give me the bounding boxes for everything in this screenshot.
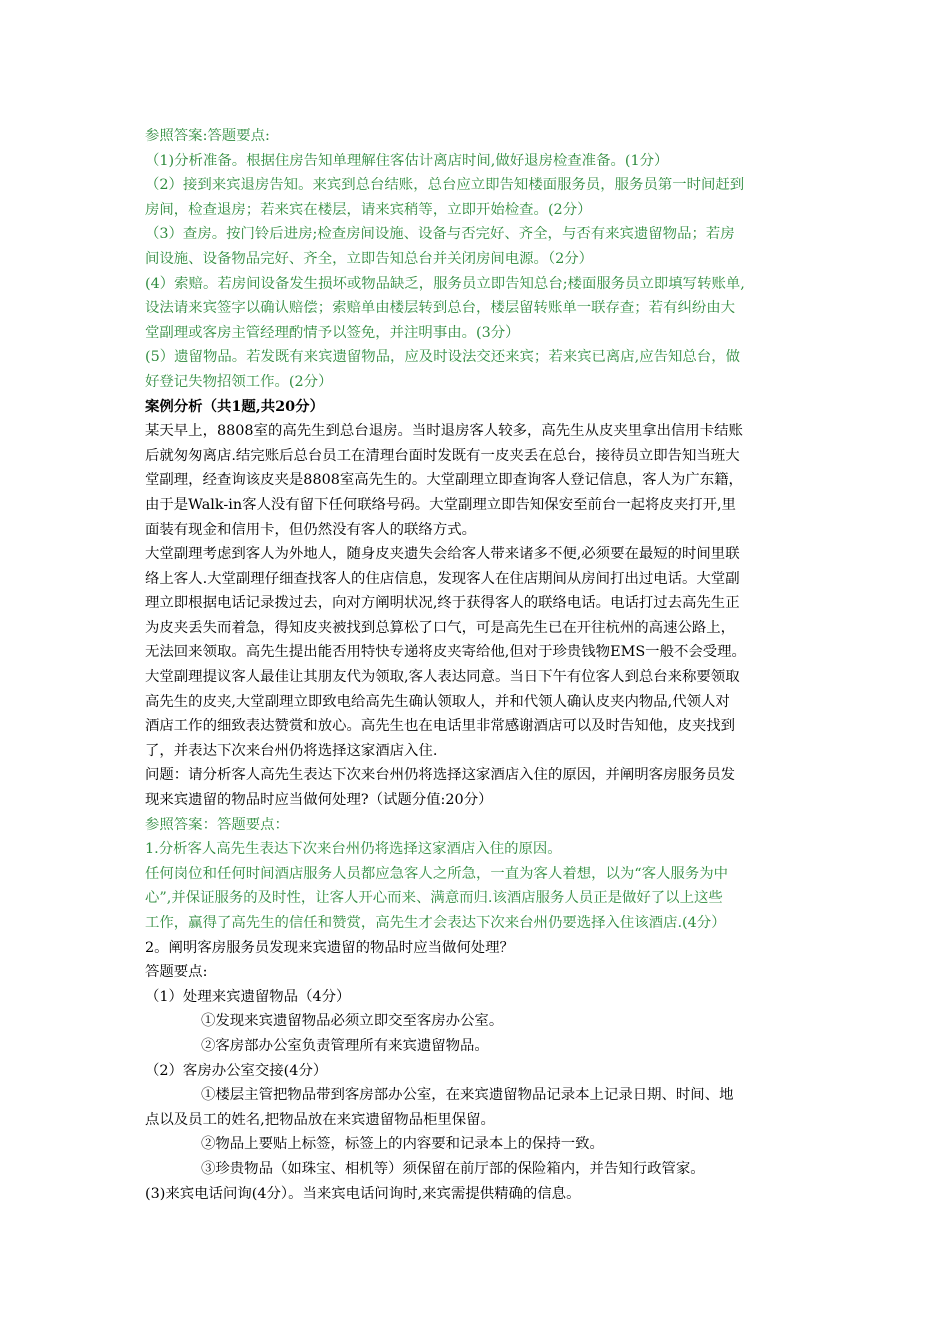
text-line: （2）客房办公室交接(4分） (145, 1062, 328, 1079)
section-heading: 案例分析（共1题,共20分） (145, 397, 324, 415)
text-line: 工作，赢得了高先生的信任和赞赏，高先生才会表达下次来台州仍要选择入住该酒店.(4分） (145, 915, 726, 931)
text-line: 1.分析客人高先生表达下次来台州仍将选择这家酒店入住的原因。 (145, 841, 562, 858)
text-line: 面装有现金和信用卡，但仍然没有客人的联络方式。 (145, 521, 476, 538)
text-line: （3）查房。按门铃后进房;检查房间设施、设备与否完好、齐全，与否有来宾遗留物品；若房 (145, 226, 735, 243)
text-line: （2）接到来宾退房告知。来宾到总台结账，总台应立即告知楼面服务员，服务员第一时间赶到 (145, 177, 745, 194)
text-line: 了，并表达下次来台州仍将选择这家酒店入住. (145, 742, 438, 759)
text-line: 络上客人.大堂副理仔细查找客人的住店信息，发现客人在住店期间从房间打出过电话。大堂副 (145, 570, 740, 587)
text-line: 高先生的皮夹,大堂副理立即致电给高先生确认领取人，并和代领人确认皮夹内物品,代领人对 (145, 693, 730, 710)
text-line: 为皮夹丢失而着急，得知皮夹被找到总算松了口气，可是高先生已在开往杭州的高速公路上， (145, 619, 736, 636)
text-line: (5）遗留物品。若发既有来宾遗留物品，应及时设法交还来宾；若来宾已离店,应告知总台，做 (145, 349, 740, 366)
text-line: 好登记失物招领工作。(2分） (145, 373, 333, 390)
text-line: 任何岗位和任何时间酒店服务人员都应急客人之所急，一直为客人着想，以为“客人服务为中 (145, 865, 728, 882)
text-line: ②物品上要贴上标签，标签上的内容要和记录本上的保持一致。 (201, 1136, 604, 1153)
text-line: 后就匆匆离店.结完账后总台员工在清理台面时发既有一皮夹丢在总台，接待员立即告知当班大 (145, 447, 740, 464)
text-line: ①发现来宾遗留物品必须立即交至客房办公室。 (201, 1013, 504, 1030)
text-line: 堂副理或客房主管经理酌情予以签免，并注明事由。(3分） (145, 324, 520, 341)
text-line: 间设施、设备物品完好、齐全，立即告知总台并关闭房间电源。（2分） (145, 250, 594, 267)
text-line: 现来宾遗留的物品时应当做何处理?（试题分值:20分） (145, 792, 493, 809)
text-line: 理立即根据电话记录拨过去，向对方阐明状况,终于获得客人的联络电话。电话打过去高先生正 (145, 595, 740, 612)
text-line: 设法请来宾签字以确认赔偿；索赔单由楼层转到总台，楼层留转账单一联存查；若有纠纷由大 (145, 300, 736, 317)
text-line: 心”,并保证服务的及时性，让客人开心而来、满意而归.该酒店服务人员正是做好了以上这些 (145, 890, 723, 907)
text-line: （1)分析准备。根据住房告知单理解住客估计离店时间,做好退房检查准备。(1分） (145, 152, 669, 169)
text-line: 答题要点: (145, 964, 208, 981)
text-line: ③珍贵物品（如珠宝、相机等）须保留在前厅部的保险箱内，并告知行政管家。 (201, 1160, 705, 1177)
text-line: 参照答案：答题要点： (145, 816, 289, 833)
text-line: 参照答案:答题要点: (145, 128, 270, 144)
text-line: 某天早上，8808室的高先生到总台退房。当时退房客人较多，高先生从皮夹里拿出信用卡结账 (145, 423, 743, 440)
document-body (145, 124, 815, 1206)
text-line: 房间，检查退房；若来宾在楼层，请来宾稍等，立即开始检查。(2分） (145, 201, 592, 218)
text-line: 2。阐明客房服务员发现来宾遗留的物品时应当做何处理？ (145, 939, 514, 956)
text-line: 无法回来领取。高先生提出能否用特快专递将皮夹寄给他,但对于珍贵钱物EMS一般不会受理。 (145, 644, 746, 661)
text-line: ②客房部办公室负责管理所有来宾遗留物品。 (201, 1037, 489, 1054)
text-line: （1）处理来宾遗留物品（4分） (145, 988, 351, 1005)
text-line: 问题：请分析客人高先生表达下次来台州仍将选择这家酒店入住的原因，并阐明客房服务员发 (145, 767, 736, 784)
text-line: 酒店工作的细致表达赞赏和放心。高先生也在电话里非常感谢酒店可以及时告知他，皮夹找到 (145, 718, 736, 735)
text-line: 点以及员工的姓名,把物品放在来宾遗留物品柜里保留。 (145, 1111, 495, 1128)
text-line: (3)来宾电话问询(4分）。当来宾电话问询时,来宾需提供精确的信息。 (145, 1185, 581, 1202)
text-line: 大堂副理考虑到客人为外地人，随身皮夹遗失会给客人带来诸多不便,必须要在最短的时间里联 (145, 546, 740, 563)
text-line: 堂副理，经查询该皮夹是8808室高先生的。大堂副理立即查询客人登记信息，客人为广东籍， (145, 472, 743, 489)
text-line: ①楼层主管把物品带到客房部办公室，在来宾遗留物品记录本上记录日期、时间、地 (201, 1087, 734, 1104)
text-line: 大堂副理提议客人最佳让其朋友代为领取,客人表达同意。当日下午有位客人到总台来称要领取 (145, 669, 740, 686)
text-line: (4）索赔。若房间设备发生损坏或物品缺乏，服务员立即告知总台;楼面服务员立即填写转账单, (145, 275, 745, 292)
text-line: 由于是Walk-in客人没有留下任何联络号码。大堂副理立即告知保安至前台一起将皮夹打开,里 (145, 496, 736, 513)
